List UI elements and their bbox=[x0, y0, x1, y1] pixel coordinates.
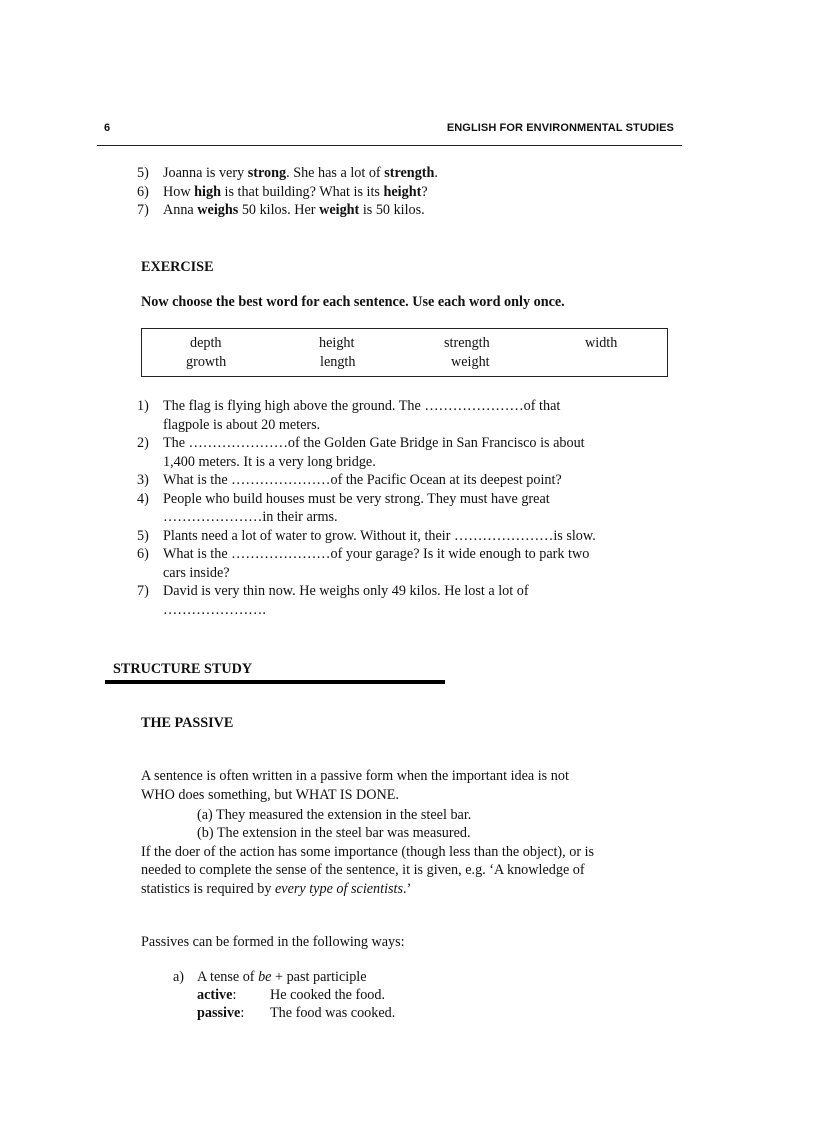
passive-example: The food was cooked. bbox=[270, 1005, 396, 1021]
exercise-heading: EXERCISE bbox=[141, 259, 214, 275]
text-run: is 50 kilos. bbox=[359, 202, 425, 218]
exercise-items bbox=[137, 397, 596, 619]
item-number: 7) bbox=[137, 202, 149, 218]
active-example: He cooked the food. bbox=[270, 987, 386, 1003]
word: weight bbox=[451, 354, 490, 370]
bold-run: strong bbox=[247, 165, 287, 181]
bold-run: height bbox=[383, 183, 422, 200]
paragraph-line bbox=[141, 880, 411, 899]
item-number: 1) bbox=[137, 398, 149, 414]
sub-heading: THE PASSIVE bbox=[141, 715, 234, 731]
word: height bbox=[319, 335, 355, 351]
item-line: What is the …………………of your garage? Is it wide enough to park two bbox=[163, 546, 590, 562]
exercise-item bbox=[137, 490, 596, 527]
example-item bbox=[137, 183, 438, 202]
item-line: …………………in their arms. bbox=[163, 509, 338, 525]
way-a-label: a) bbox=[173, 969, 185, 985]
exercise-instruction: Now choose the best word for each sentence. Use each word only once. bbox=[141, 294, 565, 310]
example-b: (b) The extension in the steel bar was measured. bbox=[197, 825, 471, 841]
item-number: 7) bbox=[137, 583, 149, 599]
paragraph-line: If the doer of the action has some importance (though less than the object), or is bbox=[141, 844, 595, 860]
text-run: statistics is required by bbox=[141, 881, 275, 897]
item-line: People who build houses must be very strong. They must have great bbox=[163, 490, 550, 507]
italic-run: every type of scientists bbox=[274, 881, 404, 897]
example-item bbox=[137, 201, 438, 220]
word: width bbox=[585, 335, 618, 351]
bold-run: weight bbox=[319, 202, 360, 218]
vocabulary-examples bbox=[137, 164, 438, 220]
item-number: 6) bbox=[137, 546, 149, 562]
exercise-item bbox=[137, 397, 596, 434]
bold-run: strength bbox=[384, 165, 435, 181]
word: length bbox=[320, 354, 356, 370]
section-heading: STRUCTURE STUDY bbox=[113, 661, 253, 677]
paragraph-line: WHO does something, but WHAT IS DONE. bbox=[141, 787, 399, 803]
way-a-text bbox=[197, 968, 367, 987]
item-line: What is the …………………of the Pacific Ocean at its deepest point? bbox=[163, 472, 562, 488]
text-run: .’ bbox=[403, 881, 412, 897]
item-line: 1,400 meters. It is a very long bridge. bbox=[163, 453, 376, 470]
text-run: + past participle bbox=[271, 969, 367, 985]
example-a: (a) They measured the extension in the steel bar. bbox=[197, 807, 472, 823]
text-run: ? bbox=[421, 183, 428, 200]
item-number: 6) bbox=[137, 183, 149, 200]
passive-label bbox=[197, 1004, 244, 1023]
item-number: 5) bbox=[137, 165, 149, 181]
passives-intro: Passives can be formed in the following ways: bbox=[141, 934, 405, 950]
item-number: 2) bbox=[137, 435, 149, 451]
text-run: . She has a lot of bbox=[286, 165, 385, 181]
text-run: Joanna is very bbox=[163, 165, 248, 181]
item-number: 5) bbox=[137, 527, 149, 544]
exercise-item bbox=[137, 471, 596, 490]
text-run: 50 kilos. Her bbox=[238, 202, 320, 218]
text-run: : bbox=[232, 987, 237, 1003]
item-line: cars inside? bbox=[163, 564, 230, 581]
paragraph-line: A sentence is often written in a passive form when the important idea is not bbox=[141, 768, 569, 784]
section-rule bbox=[105, 680, 445, 684]
item-number: 4) bbox=[137, 490, 149, 507]
item-line: flagpole is about 20 meters. bbox=[163, 416, 321, 433]
word-box bbox=[141, 328, 668, 377]
bold-run: active bbox=[197, 987, 233, 1003]
active-label bbox=[197, 986, 236, 1005]
book-title: ENGLISH FOR ENVIRONMENTAL STUDIES bbox=[446, 122, 674, 134]
text-run: : bbox=[240, 1005, 245, 1021]
text-run: How bbox=[163, 183, 195, 200]
bold-run: weighs bbox=[197, 202, 239, 218]
text-run: is that building? What is its bbox=[220, 183, 384, 200]
item-number: 3) bbox=[137, 472, 149, 488]
paragraph-line: needed to complete the sense of the sentence, it is given, e.g. ‘A knowledge of bbox=[141, 862, 585, 878]
exercise-item bbox=[137, 545, 596, 582]
bold-run: passive bbox=[197, 1005, 241, 1021]
header-rule bbox=[97, 145, 682, 146]
exercise-item bbox=[137, 434, 596, 471]
text-run: A tense of bbox=[197, 969, 259, 985]
italic-run: be bbox=[258, 969, 272, 985]
page-header bbox=[97, 122, 682, 146]
word: strength bbox=[444, 335, 490, 351]
item-line: David is very thin now. He weighs only 49 kilos. He lost a lot of bbox=[163, 583, 529, 599]
item-line: Plants need a lot of water to grow. Without it, their …………………is slow. bbox=[163, 527, 596, 544]
text-run: Anna bbox=[163, 202, 198, 218]
item-line: The …………………of the Golden Gate Bridge in San Francisco is about bbox=[163, 435, 585, 451]
exercise-item bbox=[137, 527, 596, 546]
item-line: …………………. bbox=[163, 601, 266, 618]
page-number: 6 bbox=[104, 122, 111, 134]
word: growth bbox=[186, 354, 227, 370]
exercise-item bbox=[137, 582, 596, 619]
bold-run: high bbox=[194, 183, 221, 200]
example-item bbox=[137, 164, 438, 183]
word: depth bbox=[190, 335, 222, 351]
item-line: The flag is flying high above the ground. The …………………of that bbox=[163, 398, 561, 414]
text-run: . bbox=[434, 165, 438, 181]
